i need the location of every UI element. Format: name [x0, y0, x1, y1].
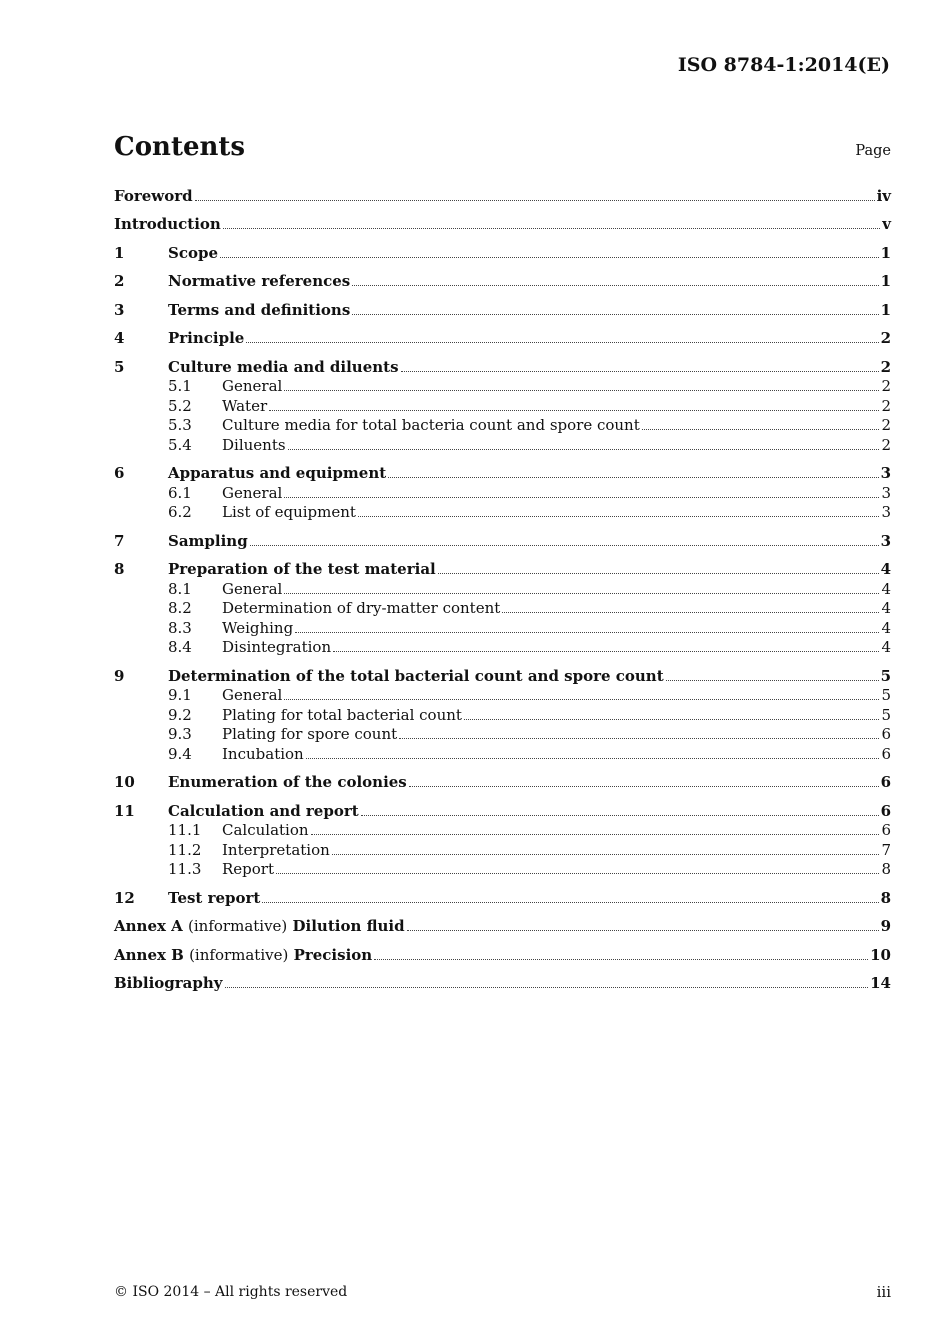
- toc-entry-number: 12: [114, 888, 135, 907]
- dot-leader: [306, 758, 880, 759]
- toc-entry-1[interactable]: [114, 243, 891, 263]
- toc-entry-number: 5.4: [168, 435, 192, 454]
- toc-entry-11-1[interactable]: [114, 821, 891, 841]
- page-title: Contents: [114, 132, 246, 162]
- toc-entry-number: 11.3: [168, 860, 202, 878]
- toc-entry-page: 4: [881, 579, 891, 598]
- toc-entry-5[interactable]: [114, 357, 891, 377]
- dot-leader: [666, 680, 879, 681]
- toc-entry-title: Calculation and report: [168, 801, 359, 820]
- dot-leader: [284, 390, 879, 391]
- toc-entry-title: Terms and definitions: [168, 300, 351, 319]
- toc-entry-11[interactable]: [114, 801, 891, 821]
- toc-entry-page: 7: [881, 840, 891, 859]
- dot-leader: [223, 228, 880, 229]
- toc-entry-page: 4: [881, 638, 891, 656]
- toc-entry-5-4[interactable]: [114, 435, 891, 455]
- toc-entry-page: 2: [881, 416, 891, 434]
- dot-leader: [332, 854, 880, 855]
- toc-entry-number: 3: [114, 300, 125, 319]
- toc-entry-3[interactable]: [114, 300, 891, 320]
- toc-entry-title: General: [222, 579, 283, 598]
- toc-entry-title: Report: [222, 860, 275, 878]
- annex-label: Annex B: [114, 945, 184, 964]
- page-column-label: Page: [855, 143, 891, 159]
- dot-leader: [401, 371, 879, 372]
- dot-leader: [352, 285, 878, 286]
- toc-entry-5-1[interactable]: [114, 377, 891, 397]
- toc-entry-title: List of equipment: [222, 503, 356, 521]
- toc-entry-title: Calculation: [222, 821, 309, 839]
- toc-entry-page: 10: [870, 945, 891, 964]
- toc-entry-7[interactable]: [114, 531, 891, 551]
- toc-entry-number: 8.4: [168, 638, 192, 656]
- toc-entry-title: General: [222, 377, 283, 395]
- toc-entry-number: 5.2: [168, 396, 192, 415]
- toc-entry-9-3[interactable]: [114, 725, 891, 745]
- toc-entry-title: Culture media for total bacteria count and spore count: [222, 416, 640, 434]
- page-number: iii: [876, 1283, 891, 1301]
- toc-entry-title: [114, 917, 405, 936]
- annex-kind: (informative): [189, 945, 289, 964]
- toc-entry-page: 1: [880, 272, 891, 290]
- toc-entry-page: 6: [881, 725, 891, 743]
- toc-entry-11-3[interactable]: [114, 860, 891, 880]
- toc-entry-number: 6: [114, 464, 125, 482]
- toc-entry-8-1[interactable]: [114, 579, 891, 599]
- toc-entry-annex-b[interactable]: [114, 945, 891, 965]
- toc-entry-6-2[interactable]: [114, 503, 891, 523]
- toc-entry-number: 8.3: [168, 618, 192, 637]
- dot-leader: [276, 873, 879, 874]
- toc-entry-page: 8: [880, 888, 891, 907]
- dot-leader: [399, 738, 879, 739]
- dot-leader: [438, 573, 879, 574]
- toc-entry-page: 14: [870, 974, 891, 992]
- dot-leader: [269, 410, 879, 411]
- toc-entry-9-2[interactable]: [114, 705, 891, 725]
- toc-entry-number: 5.1: [168, 377, 192, 395]
- toc-entry-foreword[interactable]: [114, 186, 891, 206]
- toc-entry-title: Plating for spore count: [222, 725, 398, 743]
- toc-entry-page: 8: [881, 860, 891, 878]
- dot-leader: [374, 959, 868, 960]
- toc-entry-page: v: [882, 215, 891, 233]
- dot-leader: [352, 314, 878, 315]
- toc-entry-title: Plating for total bacterial count: [222, 705, 462, 724]
- toc-entry-title: Normative references: [168, 272, 351, 290]
- annex-label: Annex A: [114, 917, 183, 935]
- toc-entry-title: Sampling: [168, 531, 248, 550]
- annex-title: Dilution fluid: [292, 917, 405, 935]
- toc-entry-title: Incubation: [222, 744, 304, 763]
- toc-entry-number: 7: [114, 531, 125, 550]
- dot-leader: [225, 987, 869, 988]
- toc-entry-title: Bibliography: [114, 974, 223, 992]
- toc-entry-page: 4: [880, 560, 891, 578]
- toc-entry-page: 4: [881, 599, 891, 617]
- toc-entry-number: 9.4: [168, 744, 192, 763]
- toc-entry-number: 8.1: [168, 579, 192, 598]
- toc-entry-title: Scope: [168, 243, 219, 262]
- toc-entry-5-3[interactable]: [114, 416, 891, 436]
- toc-entry-9[interactable]: [114, 666, 891, 686]
- toc-entry-4[interactable]: [114, 329, 891, 349]
- toc-entry-page: 2: [881, 435, 891, 454]
- toc-entry-title: Test report: [168, 888, 261, 907]
- toc-entry-page: 9: [880, 917, 891, 935]
- document-id: ISO 8784-1:2014(E): [677, 54, 890, 76]
- toc-entry-page: 1: [880, 300, 891, 319]
- annex-kind: (informative): [188, 917, 288, 935]
- toc-entry-page: 3: [881, 483, 891, 502]
- toc-entry-page: 2: [880, 357, 891, 376]
- dot-leader: [220, 257, 879, 258]
- toc-entry-number: 5: [114, 357, 125, 376]
- dot-leader: [407, 930, 879, 931]
- dot-leader: [284, 497, 879, 498]
- toc-entry-8-3[interactable]: [114, 618, 891, 638]
- toc-entry-5-2[interactable]: [114, 396, 891, 416]
- toc-entry-title: Determination of the total bacterial count and spore count: [168, 666, 664, 685]
- toc-entry-title: Apparatus and equipment: [168, 464, 387, 482]
- toc-entry-number: 10: [114, 773, 135, 791]
- copyright-notice: © ISO 2014 – All rights reserved: [114, 1284, 348, 1300]
- toc-entry-number: 6.2: [168, 503, 192, 521]
- toc-entry-page: 4: [881, 618, 891, 637]
- toc-entry-page: 3: [881, 503, 891, 521]
- toc-entry-number: 9.2: [168, 705, 192, 724]
- toc-entry-title: General: [222, 686, 283, 704]
- toc-entry-number: 6.1: [168, 483, 192, 502]
- toc-entry-title: Introduction: [114, 215, 221, 233]
- toc-entry-page: 3: [880, 464, 891, 482]
- toc-entry-title: Weighing: [222, 618, 294, 637]
- toc-entry-number: 9.1: [168, 686, 192, 704]
- dot-leader: [195, 200, 875, 201]
- dot-leader: [358, 516, 880, 517]
- toc-entry-title: [114, 946, 372, 965]
- toc-entry-introduction[interactable]: [114, 215, 891, 235]
- toc-entry-page: 2: [880, 329, 891, 347]
- toc-entry-number: 4: [114, 329, 125, 347]
- toc-entry-number: 2: [114, 272, 125, 290]
- toc-entry-number: 9.3: [168, 725, 192, 743]
- dot-leader: [361, 815, 879, 816]
- toc-entry-page: 5: [881, 705, 891, 724]
- toc-entry-number: 8: [114, 560, 125, 578]
- toc-entry-title: Interpretation: [222, 840, 330, 859]
- toc-entry-number: 11.2: [168, 840, 202, 859]
- toc-entry-8[interactable]: [114, 560, 891, 580]
- toc-entry-annex-a[interactable]: [114, 917, 891, 937]
- toc-entry-10[interactable]: [114, 773, 891, 793]
- toc-entry-8-4[interactable]: [114, 638, 891, 658]
- dot-leader: [502, 612, 879, 613]
- toc-entry-12[interactable]: [114, 888, 891, 908]
- dot-leader: [333, 651, 879, 652]
- toc-entry-title: Foreword: [114, 186, 193, 205]
- dot-leader: [464, 719, 880, 720]
- dot-leader: [295, 632, 879, 633]
- dot-leader: [288, 449, 880, 450]
- annex-title: Precision: [293, 945, 373, 964]
- dot-leader: [262, 902, 878, 903]
- toc-entry-8-2[interactable]: [114, 599, 891, 619]
- toc-entry-title: Disintegration: [222, 638, 332, 656]
- toc-entry-page: 2: [881, 377, 891, 395]
- toc-entry-title: Enumeration of the colonies: [168, 773, 407, 791]
- toc-entry-page: 1: [880, 243, 891, 262]
- toc-entry-page: iv: [876, 186, 891, 205]
- dot-leader: [642, 429, 880, 430]
- toc-entry-11-2[interactable]: [114, 840, 891, 860]
- toc-entry-title: Culture media and diluents: [168, 357, 399, 376]
- toc-entry-title: Diluents: [222, 435, 286, 454]
- toc-entry-number: 11: [114, 801, 135, 820]
- dot-leader: [284, 593, 879, 594]
- dot-leader: [284, 699, 879, 700]
- toc-entry-title: Preparation of the test material: [168, 560, 436, 578]
- toc-entry-title: Determination of dry-matter content: [222, 599, 501, 617]
- toc-entry-page: 5: [880, 666, 891, 685]
- dot-leader: [250, 545, 879, 546]
- toc-entry-number: 1: [114, 243, 125, 262]
- toc-entry-number: 11.1: [168, 821, 202, 839]
- dot-leader: [388, 477, 878, 478]
- toc-entry-2[interactable]: [114, 272, 891, 292]
- toc-entry-number: 8.2: [168, 599, 192, 617]
- toc-entry-number: 5.3: [168, 416, 192, 434]
- dot-leader: [246, 342, 878, 343]
- table-of-contents: [114, 183, 891, 993]
- toc-entry-9-4[interactable]: [114, 744, 891, 764]
- toc-entry-page: 6: [880, 801, 891, 820]
- toc-entry-title: General: [222, 483, 283, 502]
- toc-entry-page: 2: [881, 396, 891, 415]
- toc-entry-title: Water: [222, 396, 268, 415]
- toc-entry-page: 6: [881, 744, 891, 763]
- toc-entry-9-1[interactable]: [114, 686, 891, 706]
- dot-leader: [311, 834, 880, 835]
- toc-entry-number: 9: [114, 666, 125, 685]
- toc-entry-6[interactable]: [114, 464, 891, 484]
- toc-entry-bibliography[interactable]: [114, 974, 891, 994]
- toc-entry-page: 6: [880, 773, 891, 791]
- toc-entry-page: 6: [881, 821, 891, 839]
- dot-leader: [409, 786, 879, 787]
- toc-entry-page: 3: [880, 531, 891, 550]
- toc-entry-6-1[interactable]: [114, 483, 891, 503]
- toc-entry-page: 5: [881, 686, 891, 704]
- toc-entry-title: Principle: [168, 329, 245, 347]
